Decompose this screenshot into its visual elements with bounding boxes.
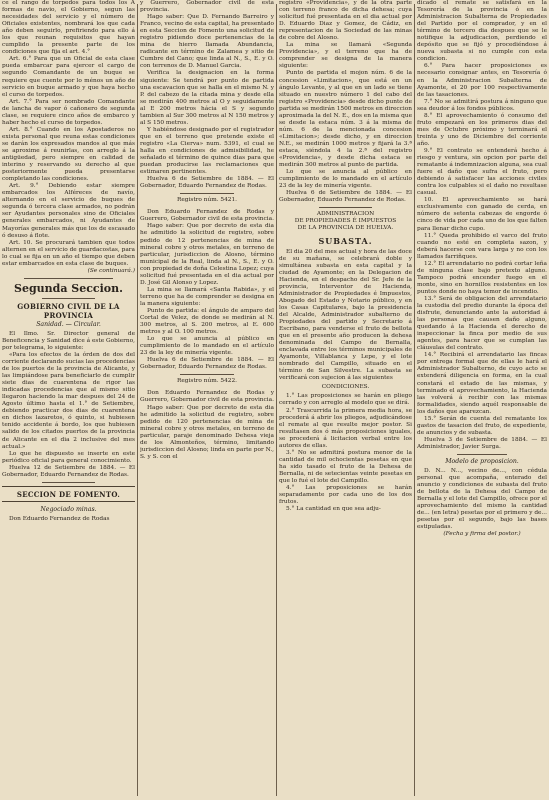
section-title: Segunda Seccion. <box>14 281 123 295</box>
heading-condiciones: CONDICIONES. <box>321 384 370 391</box>
paragraph: Punto de partida el mojon núm. 6 de la concesion «Limitacion», que está en un ángulo Levante, y al que en un lado se tiene situado en nuestro número 1 del cabo del registro «Providencia» desde dicho punto de partida se medirán 1500 metros en direccion aproximada la del N. E., dos en la misma que se desde la estaca núm. 3 á la misma de núm. 6 de la mencionada concesion «Limitacion»; desde dicho, y en direccion N.E., se medirán 1000 metros y fijará la 3.ª estaca, siéndola 4 la 2.ª del registro «Providencia», y desde dicha estaca se medirán 300 metros al punto de partida. <box>279 70 412 169</box>
paragraph: Verifica la designacion en la forma siguiente: Se tendrá por punto de partida una escavacion que se halla en el mismo N. y P. del cabezo de la citada mina y desde ella se medirán 400 metros al O y seguidamente al E 200 metros hácia el S y segundo tambien al Sur 300 metros al N 150 metros y al S 150 metros. <box>140 70 274 126</box>
registry-number: Registro núm. 5422. <box>176 378 237 385</box>
column-rule <box>414 4 415 796</box>
signature-line: Huelva 6 de Setiembre de 1884. — El Gobernador, Eduardo Fernandez de Rodas. <box>140 176 274 190</box>
fomento-box <box>2 486 135 502</box>
paragraph: Art. 8.° Cuando en los Apostaderos no exista personal que reuna estas condiciones se darán los expresados mandos al que más se aproxime á reunirlas, con arreglo á la antigüedad, pero siempre en calidad de interino y reservando su derecho al que posteriormente pueda presentarse completando las condiciones. <box>2 126 135 183</box>
column-1 <box>2 0 135 800</box>
paragraph: Hago saber: Que por decreto de esta dia he admitido la solicitud de registro, sobre pedido de 12 pertenencias de mina de mineral cobre y otros metales, en terreno de particular, jurisdiccion de Alosno, término municipal de la Real, linda al N., S., E. y O. con propiedad de doña Celestina Lopez; cuya solicitud fué presentada en el dia actual por D. José Gil Alonso y Lopez. <box>140 223 274 286</box>
paragraph: Hago saber: Que por decreto de esta dia he admitido la solicitud de registro, sobre pedido de 120 pertenencias de mina de mineral cobre y otros metales, en terreno de particular, paraje denominado Dehesa vieja de los Almonteños, término, limitando jurisdiccion del Alosno; linda en parte por N., S. y S. con el <box>140 404 274 460</box>
divider <box>42 298 95 299</box>
registry-number: Registro núm. 5421. <box>176 197 237 204</box>
paragraph: dicado el remate se satisfará en la Tesorería de la provincia ó en la Administracion Subalterna de Propiedades del Partido por el comprador, y en el término de tercero dia despues que se le notifique la adjudicacion, perdiendo el depósito que se fijó y procediéndose á nueva subasta si no cumple con esta condicion. <box>417 0 547 63</box>
paragraph: El dia 20 del mes actual y hora de las doce de su mañana, se celebrará doble y simultánea subasta en esta capital y la ciudad de Ayamonte; en la Delegacion de Hacienda, en el despacho del Sr. Jefe de la provincia, Interventor de Hacienda, Administrador de Propiedades é Impuestos, Abogado del Estado y Notario público, y en los Casas Capitulares, bajo la presidencia del Alcalde, Administrador subalterno de Propiedades del partido y Secretario á Escribano, para venderse el fruto de bellota que en el presente año producen la dehesa denominada del Campo de Bernalla, enclavada entre los términos municipales de Ayamonte, Villablanca y Lepe, y el lote nombrado del Campillo, situado en el término de San Silvestre. La subasta se verificará con sujecion á las siguientes <box>279 248 412 382</box>
paragraph: registro «Providencia», y de la otra parte con terreno franco de dicha dehesa; cuya solicitud fué presentada en el dia actual por D. Eduardo Diaz y Gomez, de Cádiz, en representacion de la Sociedad de las minas de cobre del Alosno. <box>279 0 412 42</box>
paragraph: El Ilmo. Sr. Director general de Beneficencia y Sanidad dice á este Gobierno, por telegrama, lo siguiente: <box>2 330 135 351</box>
condition-item: 7.° No se admitirá postura á ninguno que sea deudor á los fondos públicos. <box>417 98 547 112</box>
heading-fomento: SECCION DE FOMENTO. <box>16 489 121 499</box>
column-3 <box>279 0 412 800</box>
column-4 <box>417 0 547 800</box>
paragraph: Don Eduardo Fernandez de Rodas <box>9 515 110 522</box>
condition-item: 4.° Las proposiciones se harán separadamente por cada uno de los dos frutos. <box>279 485 412 506</box>
continuation-note: (Se continuará.) <box>87 267 135 274</box>
signature-line: Huelva 6 de Setiembre de 1884. — El Gobernador, Eduardo Fernandez de Rodas. <box>279 190 412 204</box>
condition-item: 1.° Las proposiciones se harán en pliego cerrado y con arreglo al modelo que se dirá. <box>279 393 412 407</box>
condition-item: 10. El aprovechamiento se hará exclusivamente con ganado de cerda, en número de setenta cabezas de engorde ó cinco de vida por cada uno de los que falten para llenar dicho cupo. <box>417 197 547 232</box>
subheading-sanidad: Sanidad. — Circular. <box>36 320 101 328</box>
divider <box>457 454 507 455</box>
paragraph: Don Eduardo Fernandez de Rodas y Guerrero, Gobernador civil de esta provincia. <box>140 390 274 404</box>
divider <box>180 374 234 375</box>
paragraph: Art. 7.° Para ser nombrado Comandante de lancha de vapor ó cañonero de segunda clase, se requiere cinco años de embarco y haber hecho el curso de torpedos. <box>2 98 135 126</box>
condition-item: 6.° Para hacer proposiciones es necesario consignar antes, en Tesorería ó en la Administracion Subalterna de Ayamonte, el 20 por 100 respectivamente de las tasaciones. <box>417 63 547 98</box>
condition-item: 11.° Queda prohibido el varco del fruto cuando no esté en completa sazon, y deberá hacerse con vara larga y no con los llamados farriñques. <box>417 232 547 260</box>
heading-government: GOBIERNO CIVIL DE LA PROVINCIA <box>17 301 120 320</box>
heading-propiedades: DE PROPIEDADES É IMPUESTOS <box>294 218 397 225</box>
paragraph: Y habiéndose designado por el registrador que en el terreno que pretende existe el registro «La Cierva» num. 5391, el cual se halla en condiciones de admisibilidad, he señalado el término de quince dias para que puedan producirse las reclamaciones que estimaren pertinentes. <box>140 126 274 176</box>
condition-item: 13.° Será de obligacion del arrendatario la custodia del predio durante la época del disfrute, denunciando ante la autoridad á las personas que causen daño alguno, quedando á la Hacienda el derecho de inspeccionar la finca por medio de sus agentes, para hacer que se cumplan las cláusulas del contrato. <box>417 295 547 352</box>
column-rule <box>276 4 277 796</box>
subheading-minas: Negociado minas. <box>40 505 97 513</box>
paragraph: y Guerrero, Gobernador civil de esta provincia. <box>140 0 274 14</box>
paragraph: La mina se llamará «Segunda Providencia», y el terreno que ha de comprender se designa de la manera siguiente: <box>279 42 412 70</box>
divider <box>319 207 372 208</box>
paragraph: Don Eduardo Fernandez de Rodas y Guerrero, Gobernador civil de esta provincia. <box>140 209 274 223</box>
column-2 <box>140 0 274 800</box>
paragraph: Art. 6.° Para que un Oficial de esta clase pueda embarcar para ejercer el cargo de segundo Comandante de un buque se requiere que cuente por lo ménos un año de servicio en buque armado y que haya hecho el curso de torpedos. <box>2 56 135 98</box>
divider <box>24 278 113 279</box>
paragraph: Art. 9.° Debiendo estar siempre embarcados los Alféreces de navío, alternando en el servicio de buques de segunda ó tercera clase armados, no podrán ser Ayudantes personales sino de Oficiales generales embarcados, ni Ayudantes de Mayorías generales más que los de escasado ó desuso á flote. <box>2 183 135 239</box>
paragraph: Lo que se anuncia al público en cumplimiento de lo mandado en el artículo 23 de la ley de minería vigente. <box>140 336 274 357</box>
condition-item: 5.° La cantidad en que sea adju- <box>286 506 381 513</box>
paragraph: Hago saber: Que D. Fernando Barreiro y Franco, vecino de esta capital, ha presentado en esta Seccion de Fomento una solicitud de registro pidiendo doce pertenencias de la mina de hierro llamada Abundancia, radicante en término de Zalamea y sitio de Cumbre del Cano; que linda al N., S., E. y O. con terrenos de D. Manuel Garcia. <box>140 14 274 70</box>
paragraph: Art. 10. Se procurará tambien que todos alternen en el servicio de guardacostas, para lo cual se fija en un año el tiempo que deben estar embarcados en esta clase de buques. <box>2 239 135 267</box>
paragraph: Lo que he dispuesto se inserte en este periódico oficial para general conocimiento. <box>2 450 135 464</box>
condition-item: 3.° No se admitirá postura menor de la cantidad de mil ochocientas pesetas en que ha sido tasado el fruto de la Dehesa de Bernalla, ni de setecientas veinte pesetas en que lo fué el lote del Campillo. <box>279 449 412 484</box>
paragraph: «Para los efectos de la órden de dos del corriente declarando sucias las procedencias de los puertos de la provincia de Alicante, y las limpiándose para beneficiarlo de cumplir siete dias de cuarentena de rigor las indicadas procedencias que al mismo sitio llegaron haciendo la mar despues del 24 de Agosto último hasta el 1.° de Setiembre, debiendo practicar dos dias de cuarentena en dichos lazaretos, ó quinto, si hubiesen tenido accidente á bordo, los que hubiesen salido de los citados puertos de la provincia de Alicante en el dia 2 inclusive del mes actual.» <box>2 351 135 450</box>
paragraph: Punto de partida: el ángulo de amparo del Cortal de Velez, de donde se medirán al N. 300 metros, al S. 200 metros, al E. 600 metros y al O. 100 metros. <box>140 307 274 336</box>
heading-provincia: DE LA PROVINCIA DE HUELVA. <box>297 225 394 232</box>
paragraph: D. N... N..., vecino de..., con cédula personal que acompaña, enterado del anuncio y condiciones de subasta del fruto de bellota de la Dehesa del Campo de Bernalla y el lote del Campillo, ofrece por el aprovechamiento del mismo la cantidad de... (en letra) pesetas por el primero y de... pesetas por el segundo, bajo las bases estipuladas. <box>417 468 547 531</box>
condition-item: 12.° El arrendatario no podrá cortar leña de ninguna clase bajo pretexto alguno. Tampoco podrá encender fuego en el monte, sino en hornillos resistentes en los puntos donde no haya temor de incendio. <box>417 260 547 295</box>
divider <box>42 482 95 483</box>
column-rule <box>137 4 138 796</box>
condition-item: 14.° Recibirá el arrendatario las fincas por entrega formal que de ellas le hará el Administrador Subalterno, de cuyo acto se extenderá diligencia en forma, en la cual constará el estado de las mismas, y terminado el aprovechamiento, la Hacienda las volverá á recibir con las mismas formalidades, siendo aquél responsable de los daños que aparezcan. <box>417 352 547 415</box>
condition-item: 15.° Serán de cuenta del rematante los gastos de tasacion del fruto, de expediente, de anuncios y de subasta. <box>417 415 547 436</box>
heading-modelo: Modelo de proposicion. <box>445 458 519 465</box>
paragraph: La mina se llamará «Santa Rabida», y el terreno que ha de comprender se designa en la manera siguiente: <box>140 286 274 307</box>
paragraph: Lo que se anuncia al público en cumplimiento de lo mandado en el artículo 23 de la ley de minería vigente. <box>279 169 412 190</box>
signature-line: Huelva 3 de Setiembre de 1884. — El Administrador, Javier Surga. <box>417 436 547 450</box>
signature-line: Huelva 12 de Setiembre de 1884. — El Gobernador, Eduardo Fernandez de Rodas. <box>2 464 135 478</box>
heading-subasta: SUBASTA. <box>318 235 373 246</box>
condition-item: 8.° El aprovechamiento ó consumo del fruto empezará en los primeros dias del mes de Octubre próximo y terminará el treinta y uno de Diciembre del corriente año. <box>417 112 547 147</box>
paragraph: ce el rango de torpedos para todos los A formas de navio, el Gobierno, segun las necesidades del servicio y el número de Oficiales existentes, nombrará los que cada año deben seguirlo, prefiriendo para ello á los que reunan requisitos que hayan cumplido la presente parte de los condiciones que fija el art. 4.° <box>2 0 135 56</box>
condition-item: 9.° El contrato se entenderá hecho á riesgo y ventura, sin opcion por parte del rematante á indemnizacion alguna, sea cual fuere el daño que sufra el fruto, pero debiendo á satisfacer las acciones civiles contra los culpables si el daño no resultase casual. <box>417 147 547 197</box>
condition-item: 2.° Trascurrida la primera media hora, se procederá á abrir los pliegos, adjudicándose el remate al que resulte mejor postor. Si resultasen dos ó más proposiciones iguales, se procederá á licitacion verbal entre los autores de ellas. <box>279 407 412 449</box>
divider <box>180 193 234 194</box>
signature-line: Huelva 6 de Setiembre de 1884. — El Gobernador, Eduardo Fernandez de Rodas. <box>140 357 274 371</box>
heading-administracion: ADMINISTRACION <box>316 211 375 218</box>
signature-note: (Fecha y firma del postor.) <box>443 531 521 538</box>
